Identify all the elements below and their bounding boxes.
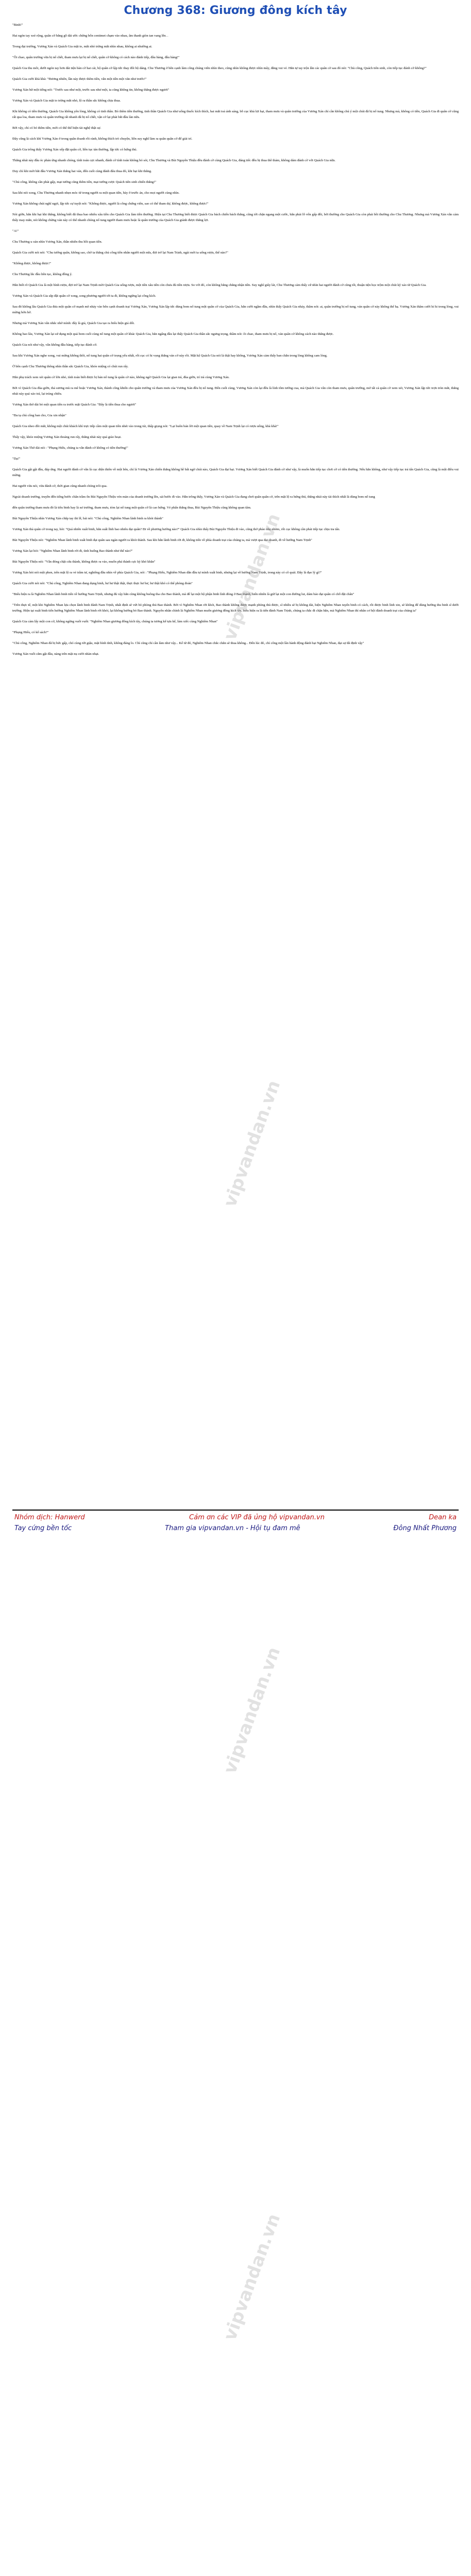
paragraph: Bùi Nguyên Thiệu nói: "Nghiêm Nhan lãnh binh xuất binh đại quân sau ngàn người ra khỏi thành. Sau khi hắn lãnh binh rời đi, không tiến về phía doanh trại của chúng ta, mà vượt qua đại doanh, đi về hướng Nam Trịnh" xyxy=(12,538,312,542)
paragraph: "Binh!" xyxy=(12,23,23,27)
paragraph: "Đa tạ chủ công ban cho, Gia xin nhận" xyxy=(12,414,66,417)
watermark-text: vipvandan.vn xyxy=(220,2211,285,2344)
paragraph: Ở bên cạnh Chu Thương thông nhìn thần sắc Quách Gia, khóe miệng có chút run rẩy. xyxy=(12,365,129,368)
paragraph: Chu Thương u oán nhìn Vương Xán, thần nhiên thu hồi quan tiền. xyxy=(12,240,103,244)
footer-tagline-row xyxy=(0,1521,471,1532)
paragraph: Vương Xán và Quách Gia sắp đặt quân cờ xong, song phương người tới ta đi, không ngừng lại công kích. xyxy=(12,294,156,298)
footer-credits-row xyxy=(0,1511,471,1521)
paragraph: Khi không có tiền thưởng, Quách Gia không yên lòng, không có tinh thần. Bỏ thêm tiền thưởng, tinh thần Quách Gia như uống thuốc kích thích, hai mắt toả ánh sáng, bỗ cục khả lợi hại, tham mưu và quân trướng của Vương Xán chỉ cần không chú ý một chút đã bị nổ tung. Nhưng mà, không có tiền, Quách Gia đi quân cờ cũng rất qua loa, tham mưu và quân trướng rất nhanh đã bị nổ chết, vận cờ lại phải bắt đầu làn nữa. xyxy=(12,110,459,119)
paragraph: Sau khi nói xong, Chu Thương nhanh nhẹn móc từ trong người ra một quan tiền, bày ở trước án, cho mọi người cùng nhìn. xyxy=(12,191,180,195)
paragraph: Thắng nhái này đầu óc phản ứng nhanh chóng, tính toán cực nhanh, đánh cờ tính toán không bỏ sót, Chu Thương và Bùi Nguyên Thiệu đều đánh cờ cùng Quách Gia, đáng tiếc đều bị thua thê thảm, không dám đánh cờ với Quách Gia nữa. xyxy=(12,159,335,162)
paragraph: "Không được, không được!" xyxy=(12,262,52,265)
paragraph: Hai người vừa nói, vừa đánh cờ, thời gian cũng nhanh chóng trôi qua. xyxy=(12,484,108,488)
footer-tagline-right: Đông Nhất Phương xyxy=(393,1524,457,1532)
paragraph: Vương Xán vuốt cằm gật đầu, nàng trên mặt nụ cười nhàn nhạt. xyxy=(12,652,99,656)
paragraph: Quách Gia trông thấy Vương Xán xếp đặt quân cờ, liền tục tán thưởng, lập tức có hứng thú. xyxy=(12,148,137,151)
paragraph: Vương Xán hỏi nói một phen, trên mặt lộ ra vẻ trầm tư, nghiêng đầu nhìn về phía Quách Gia, nói : "Phụng Hiếu, Nghiêm Nhan dẫn đầu tự mình xuất binh, nhưng lại về hướng Nam Trịnh, trong này có cô quái. Đây là đạo lý gì?" xyxy=(12,571,322,574)
paragraph: Quách Gia cười nói nói: "Chu tướng quân, không sao, chờ ta thắng chủ công tiền nhân người một nửa, đợi trở lại Nam Trịnh, ngài mời ta uống rượu, thế nào?" xyxy=(12,251,228,255)
paragraph: Hai ngón tay xoè rộng, quân cờ bằng gỗ dài ước chừng bốn centimet chạm vào nhau, âm thanh giòn tan vang lên. . xyxy=(12,34,169,38)
paragraph: "Chủ công, không cần phải gấp, mạt tướng cũng thêm tiền, mạt tướng cược Quách tiên sinh chiến thắng!" xyxy=(12,180,157,184)
paragraph: "Dạ!" xyxy=(12,457,21,461)
paragraph: Trong đại trướng, Vương Xán và Quách Gia mặt to, mắt nhỏ trừng mắt nhìn nhau, không ai nhường ai. xyxy=(12,45,153,48)
paragraph: Vương Xán Thở dài nói : "Phụng Hiếu, chúng ta vẫn đánh cờ không có tiền thưởng!" xyxy=(12,446,128,450)
paragraph: Hắn phụ trách xem xét quân cờ lớn nhỏ, tính toán biết được bị bản nổ tung là quân cờ nào, không ngờ Quách Gia lại gian trá, đùa giỡn, trí trá cùng Vương Xán. xyxy=(12,376,230,379)
paragraph: Bùi Nguyên Thiệu nhìn Vương Xán chắp tay thi lễ, bái nói: "Chủ công, Nghiêm Nhan lãnh binh ra khỏi thành" xyxy=(12,517,163,520)
page-footer xyxy=(0,1510,471,1538)
paragraph: "A!" xyxy=(12,229,19,233)
paragraph: Bởi vì Quách Gia đùa giỡn, thả sương mù ra mê hoặc Vương Xán, thành công khiến cho quân trướng và tham mưu của Vương Xán đều bị nổ tung. Đến cuối cùng, Vương Xán còn lại đều là lính tôm tướng cua, mà Quách Gia vẫn còn tham mưu, quân trướng, mở tất cả quân cờ xem xét, Vương Xán lập tức trợn tròn mắt, thắng nhái này quá xảo trá, lại trúng chiêu. xyxy=(12,386,459,396)
paragraph: Quách Gia cảm lấy một con cờ, không ngừng vuốt vuốt: "Nghiêm Nhan giương đông kích tây, chúng ta tương kế tựu kế, làm xiếc cùng Nghiêm Nhan" xyxy=(12,620,218,623)
paragraph: đến quân trướng tham mưu đó là tiêu binh hay là sư trướng, tham mưu, tóm lại nổ tung một quân cờ là cao hứng. Vẻ phấn thắng thua, Bùi Nguyên Thiệu cũng không quan tâm. xyxy=(12,506,251,510)
paragraph: Vương Xán lại hỏi: "Nghiêm Nhan lãnh binh rời đi, tình huống Bao thành như thế nào?" xyxy=(12,549,133,553)
paragraph: Sau đó không lâu Quách Gia đưa một quân cờ mạnh mẽ nhảy vào bên cạnh doanh trại Vương Xán, Vương Xán lập tức dùng bom nổ tung một quân cờ của Quách Gia, hắn cười ngầm đầu, nhìn thấy Quách Gia nhảy, thâm nói: ai, quân trướng bị nổ tung, ván quân cờ này không thể hạ. Vương Xán thâm cười hi hi trong lòng, vui mừng hớn hở. xyxy=(12,305,459,314)
paragraph: Quách Gia gật gật đầu, đáp ứng. Hai người đánh cờ vẫn là cục diện thiên về một bên, chỉ là Vương Xán chiến thắng không hề bất ngờ chút nào, Quách Gia đại bại. Vương Xán biết Quách Gia đánh cờ như vậy, là muốn hắn tiếp tục chơi cờ có tiền thưởng. Nếu hắn không, như vậy tiếp tục trả tấn Quách Gia, cũng là một điều vui mừng. xyxy=(12,468,459,477)
paragraph: Quách Gia cười nói nói: "Chủ công, Nghiêm Nhan đang dụng binh, hư hư thật thật, thực thực hư hư, hư thật khó có thể phòng đoán" xyxy=(12,582,193,585)
paragraph: "Chủ công, Nghiêm Nhan đã bị bức gấp, chó cùng rứt giậu, mặt bình tĩnh, không đáng lo. Chỉ cũng chỉ cần làm như vậy... Kế từ đó, Nghiêm Nhan chắc chắn sẽ thua không... Đến lúc đó, chỉ công một lần hành động đánh bại Nghiêm Nhan, đại sự đã định vậy" xyxy=(12,641,364,645)
paragraph: Bởi vậy, chỉ có bỏ thêm tiền, mới có thể thể hiện tài nghệ thật sự. xyxy=(12,126,101,130)
paragraph: "Biểu hiện ra là Nghiêm Nhan lãnh binh tiến về hướng Nam Trịnh, nhưng đủ vậy hắn cũng không buông tha cho Bao thành, mà để lại một bộ phận binh lính đóng ở Bao thành, hiển nhiên là giữ lại một con đường lui, dám bảo đại quân có chỗ đặt chân" xyxy=(12,592,355,596)
paragraph: "Ôi chao, quân trướng vừa bị nổ chết, tham mưu lại bị nổ chết, quân cờ không có cách nào đánh tiếp, đầu hàng, đầu hàng!" xyxy=(12,56,180,59)
paragraph: Quách Gia thu môi, dưới ngón tay hơn đái tiện bàn cờ hai cái, bộ quân cờ lập tức thay đổi bộ dáng. Chu Thương ở bên cạnh làm công chúng viên nhìn theo, cũng nhìn không được nhìn mây, đăng vui vẻ. Hẳn tự tay trộn lẫn các quân cờ sau đó nói: "Chủ công, Quách tiên sinh, còn tiếp tục đánh cờ không?" xyxy=(12,66,427,70)
paragraph: "Trên thực tế, một khi Nghiêm Nhan lựa chọn lãnh binh đánh Nam Trịnh, nhất định sẽ vứt bỏ phòng thủ Bao thành. Bởi vì Nghiêm Nhan rời khỏi, Bao thành không được mạnh phòng thủ được, sĩ nhiều sẽ bị không dài, hiện Nghiêm Nhan tuyển binh có cách, rồi được binh lính xin, sẽ không để dùng hướng thu binh sĩ dưới trướng. Hiện tại xuất binh tiến hướng Nghiêm Nhan lãnh binh rời khỏi, lại không hướng bỏ Bao thành. Nguyên nhân chính là Nghiêm Nhan muốn giương đông kích tây, biểu hiện ra là tiến đánh Nam Trịnh, chúng ta chắc đi chặn hắn, mà Nghiêm Nhan thì nhân cơ hội đánh doanh trại của chúng ta" xyxy=(12,603,459,613)
paragraph: Thấy vậy, khóe miệng Vương Xán thoáng run rẩy, thắng nhái này quá giảo hoạt. xyxy=(12,435,122,439)
paragraph: "Phụng Hiếu, có kế sách?" xyxy=(12,631,49,634)
paragraph: Vương Xán không chút nghĩ ngợi, lập tức cự tuyệt nói: "Không được, người là công chứng viên, sao có thể tham dự, không được, không được!" xyxy=(12,202,209,206)
paragraph: Bùi Nguyên Thiệu nói: "Vẫn đóng chặt cửa thành, không được ra vào, muốn phá thành cực kỳ khó khăn" xyxy=(12,560,156,564)
paragraph: Vương Xán và Quách Gia mặt to trừng mắt nhỏ, lộ ra thần sắc không chịu thua. xyxy=(12,99,121,103)
paragraph: Vương Xán thả quân cờ trong tay, hỏi: "Quá nhiên xuất binh, hắn suất lĩnh bao nhiêu đại quân? Đi về phương hướng nào?" Quách Gia nhìn thấy Bùi Nguyên Thiệu đi vào, cũng thở phào nhẹ nhõm, rốt cục không cần phải tiếp tục chịu tra tấn. xyxy=(12,528,340,531)
paragraph: Quách Gia nheo đôi mắt, không một chút khách khí trực tiếp cầm một quan tiền nhét vào trong túi, thấp giọng nói: "Lại buôn bán lời một quan tiền, quay về Nam Trịnh lại có rượu uống, khà khà!" xyxy=(12,425,279,428)
paragraph: Hắn biết rõ Quách Gia là một bình rượu, đợi trở lại Nam Trịnh mời Quách Gia uống rượu, một tiền xâu tiền còn chưa đủ tiền rượu. So với đó, còn không bằng chẳng nhận tiền. Suy nghĩ giây lát, Chu Thương cảm thấy cứ nhìn hai người đánh cờ cũng tốt, thuận tiện học trộm một chút kỹ xảo từ Quách Gia. xyxy=(12,283,427,287)
paragraph: Vương Xán hừ một tiếng nói: "Trước sau như một, trước sau như một, ta cũng không tin, không thắng được ngươi" xyxy=(12,88,170,92)
chapter-title: Chương 368: Giương đông kích tây xyxy=(124,4,347,17)
paragraph: Sau khi Vương Xán nghe xong, vui mừng không thôi, nổ tung hai quân cờ trọng yếu nhất, rốt cục có hi vọng thắng ván cờ này rồi. Mặt kệ Quách Gia nói là thật hay không, Vương Xán cảm thấy ban chắn trong lòng không cam lòng. xyxy=(12,354,328,358)
footer-editor: Nhóm dịch: Hanwerd xyxy=(14,1514,85,1521)
paragraph: Quách Gia nói như vậy, vẫn không đầu hàng, tiếp tục đánh cờ. xyxy=(12,343,97,347)
paragraph: Chu Thương lắc đầu liên tục, không đồng ý. xyxy=(12,273,73,276)
paragraph: Nhưng mà Vương Xán vẫn nhắc nhở mình: đây là giả, Quách Gia tạo ra biểu hiện giả dối. xyxy=(12,321,135,325)
footer-source: Dean ka xyxy=(429,1514,457,1521)
paragraph: Duy chỉ khi mới bắt đầu Vương Xán thắng hai ván, đến cuối cùng đánh đâu thua đó, khi bại khi thắng. xyxy=(12,170,152,173)
paragraph: Quách Gia cười khà khà: "Đương nhiên, lần này được thêm tiền, vẫn một tiền một văn như trước!" xyxy=(12,77,147,81)
watermark-text: vipvandan.vn xyxy=(220,1644,285,1777)
paragraph: Đây cũng là cách khí Vương Xán ở trong quân doanh rồi rảnh, không thích trò chuyện, liền suy nghĩ làm ra quân quân cờ để giải trí. xyxy=(12,137,193,141)
footer-tagline-center: Tham gia vipvandan.vn - Hội tụ đam mê xyxy=(165,1524,300,1532)
paragraph: Nói giỡn, hắn khi bại khi thắng, không biết đã thua bao nhiêu xâu tiền cho Quách Gia làm tiền thưởng. Hiện tại Chu Thương biết được Quách Gia bách chiến bách thắng, cũng tới chặn ngang một cước, hắn phải lỗ vốn gấp đôi, bởi thường cho Quách Gia còn phải bồi thường cho Chu Thương. Nhưng mà Vương Xán vẫn cảm thấy may mắn, nói không chừng ván này có thể nhanh chóng nổ tung người tham mưu hoặc là quân trướng của Quách Gia giành được thắng lợi. xyxy=(12,213,459,222)
paragraph: Không bao lâu, Vương Xán lại sử dụng một quả bom cuối cùng nổ tung một quân cờ khác Quách Gia, hẳn ngẩng đầu lại thấy Quách Gia thần sắc ngưng trọng, thầm nói: ôi chao, tham mưu bị nổ, ván quân cờ không cách nào thắng được. xyxy=(12,332,334,336)
watermark-text: vipvandan.vn xyxy=(220,511,285,643)
chapter-body xyxy=(12,22,459,657)
paragraph: Ngoài doanh trướng, truyền đến tiếng bước chân trầm ổn Bùi Nguyên Thiệu vén màn của doanh trướng lên, sải bước đi vào. Hắn trông thấy, Vương Xán và Quách Gia đang chơi quân quân cờ, trên mặt lộ ra hứng thú, thắng nhái này tài thích nhất là dùng bom nổ tung xyxy=(12,495,375,499)
watermark-text: vipvandan.vn xyxy=(220,1077,285,1210)
paragraph: Vương Xán thở dài bỏ một quan tiền ra trước mặt Quách Gia: "Đây là tiền thua cho ngươi" xyxy=(12,403,137,406)
footer-tagline-left: Tay cứng bền tốc xyxy=(14,1524,72,1532)
footer-thanks: Cảm ơn các VIP đã ủng hộ vipvandan.vn xyxy=(189,1514,325,1521)
